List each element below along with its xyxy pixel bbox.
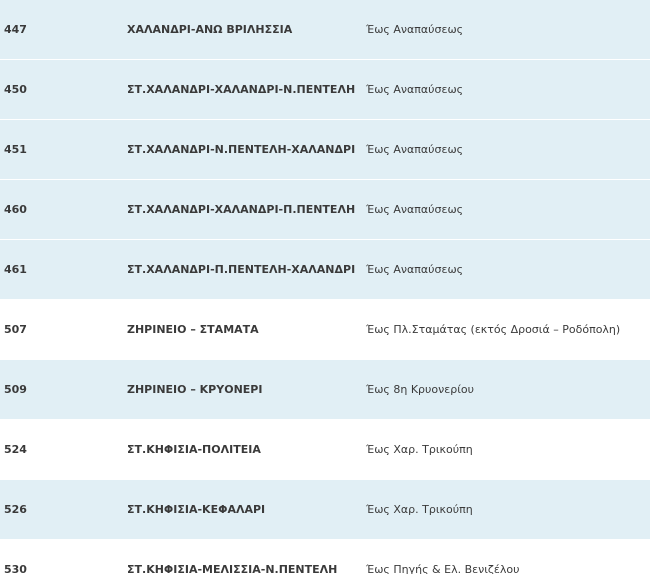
table-row (0, 300, 650, 360)
table-row (0, 180, 650, 240)
route-note: Έως Αναπαύσεως (364, 240, 650, 300)
route-note: Έως Χαρ. Τρικούπη (364, 420, 650, 480)
table-row (0, 60, 650, 120)
table-row (0, 120, 650, 180)
route-name: ΣΤ.ΧΑΛΑΝΔΡΙ-ΧΑΛΑΝΔΡΙ-Ν.ΠΕΝΤΕΛΗ (125, 60, 364, 120)
table-row (0, 540, 650, 574)
route-name: ΣΤ.ΚΗΦΙΣΙΑ-ΚΕΦΑΛΑΡΙ (125, 480, 364, 540)
route-name: ΣΤ.ΧΑΛΑΝΔΡΙ-Ν.ΠΕΝΤΕΛΗ-ΧΑΛΑΝΔΡΙ (125, 120, 364, 180)
route-number: 461 (0, 240, 125, 300)
route-name: ΧΑΛΑΝΔΡΙ-ΑΝΩ ΒΡΙΛΗΣΣΙΑ (125, 0, 364, 60)
route-note: Έως Χαρ. Τρικούπη (364, 480, 650, 540)
route-number: 530 (0, 540, 125, 574)
route-number: 450 (0, 60, 125, 120)
table-row (0, 480, 650, 540)
route-number: 524 (0, 420, 125, 480)
route-note: Έως Αναπαύσεως (364, 120, 650, 180)
route-note: Έως Πηγής & Ελ. Βενιζέλου (364, 540, 650, 574)
route-note: Έως Πλ.Σταμάτας (εκτός Δροσιά – Ροδόπολη) (364, 300, 650, 360)
table-row (0, 360, 650, 420)
route-number: 451 (0, 120, 125, 180)
route-note: Έως 8η Κρυονερίου (364, 360, 650, 420)
route-note: Έως Αναπαύσεως (364, 60, 650, 120)
route-note: Έως Αναπαύσεως (364, 180, 650, 240)
table-row (0, 240, 650, 300)
route-number: 507 (0, 300, 125, 360)
route-note: Έως Αναπαύσεως (364, 0, 650, 60)
route-number: 447 (0, 0, 125, 60)
route-number: 526 (0, 480, 125, 540)
table-row (0, 0, 650, 60)
route-name: ΣΤ.ΚΗΦΙΣΙΑ-ΠΟΛΙΤΕΙΑ (125, 420, 364, 480)
route-name: ΣΤ.ΧΑΛΑΝΔΡΙ-Π.ΠΕΝΤΕΛΗ-ΧΑΛΑΝΔΡΙ (125, 240, 364, 300)
route-name: ΖΗΡΙΝΕΙΟ – ΣΤΑΜΑΤΑ (125, 300, 364, 360)
route-number: 460 (0, 180, 125, 240)
route-name: ΣΤ.ΧΑΛΑΝΔΡΙ-ΧΑΛΑΝΔΡΙ-Π.ΠΕΝΤΕΛΗ (125, 180, 364, 240)
route-name: ΣΤ.ΚΗΦΙΣΙΑ-ΜΕΛΙΣΣΙΑ-Ν.ΠΕΝΤΕΛΗ (125, 540, 364, 574)
route-number: 509 (0, 360, 125, 420)
route-name: ΖΗΡΙΝΕΙΟ – ΚΡΥΟΝΕΡΙ (125, 360, 364, 420)
table-row (0, 420, 650, 480)
